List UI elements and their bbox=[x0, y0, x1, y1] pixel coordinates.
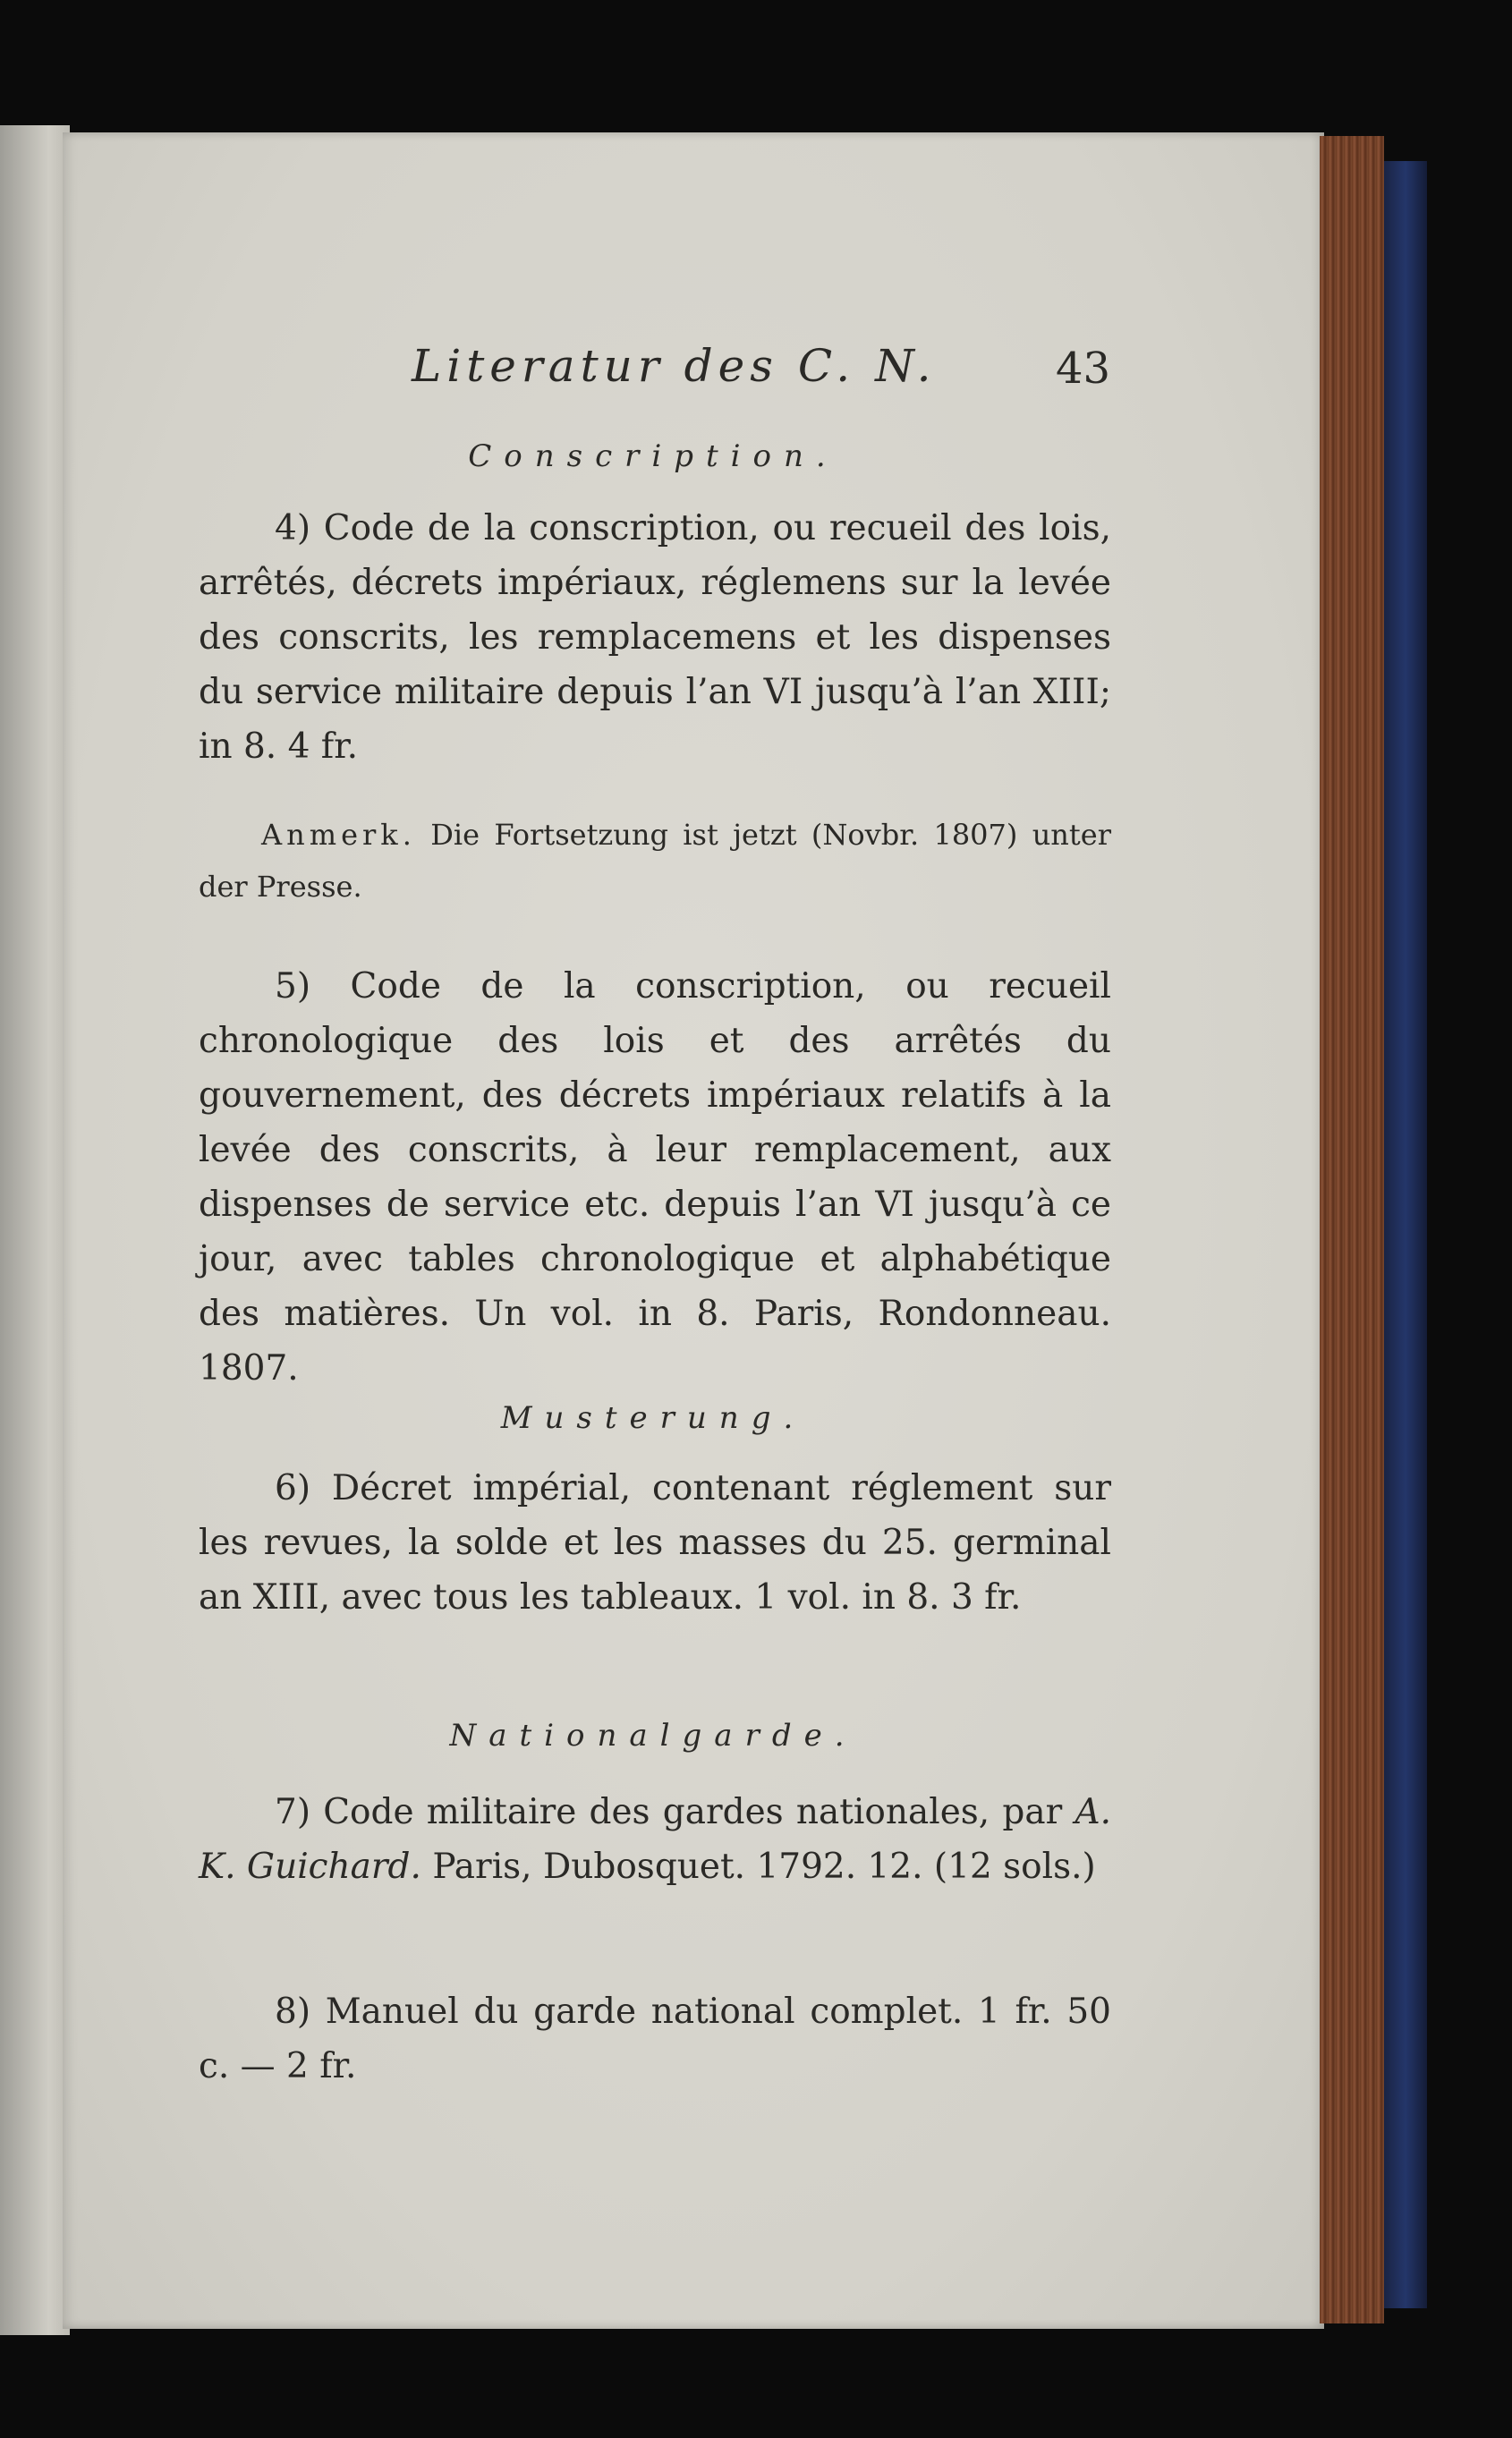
section-heading-conscription: Conscription. bbox=[468, 438, 838, 474]
note-anmerk bbox=[199, 809, 1111, 913]
entry-4: 4) Code de la conscription, ou recueil des lois, arrêtés, décrets impériaux, réglemens sur la levée des conscrits, les remplacemens et les dispenses du service militaire depuis l’an VI jusqu’à l’an XIII; in 8. 4 fr. bbox=[199, 508, 1111, 767]
entry-5: 5) Code de la conscription, ou recueil chronologique des lois et des arrêtés du gouvernement, des décrets impériaux relatifs à la levée des conscrits, à leur remplacement, aux dispenses de service etc. depuis l’an VI jusqu’à ce jour, avec tables chronologique et alphabétique des matières. Un vol. in 8. Paris, Rondonneau. 1807. bbox=[199, 966, 1111, 1389]
note-label: Anmerk. bbox=[261, 818, 416, 852]
entry-8: 8) Manuel du garde national complet. 1 fr. 50 c. — 2 fr. bbox=[199, 1992, 1111, 2086]
note-text: Die Fortsetzung ist jetzt (Novbr. 1807) unter der Presse. bbox=[199, 818, 1112, 904]
entry-6: 6) Décret impérial, contenant réglement sur les revues, la solde et les masses du 25. germinal an XIII, avec tous les tableaux. 1 vol. in 8. 3 fr. bbox=[199, 1468, 1111, 1618]
entry-7 bbox=[199, 1785, 1111, 1894]
entry-7-author: A. K. Guichard. bbox=[199, 1792, 1111, 1887]
book-cover-board bbox=[1384, 161, 1427, 2308]
running-title: Literatur des C. N. bbox=[412, 340, 937, 392]
running-header bbox=[412, 340, 1145, 394]
facing-page-edge bbox=[0, 125, 70, 2335]
section-heading-nationalgarde: Nationalgarde. bbox=[449, 1718, 857, 1754]
page-number: 43 bbox=[1056, 344, 1111, 394]
section-heading-musterung: Musterung. bbox=[500, 1400, 806, 1436]
page-edges bbox=[1320, 136, 1384, 2323]
entry-7-text-b: Paris, Dubosquet. 1792. 12. (12 sols.) bbox=[432, 1847, 1096, 1887]
entry-7-text-a: 7) Code militaire des gardes nationales, par bbox=[275, 1792, 1063, 1832]
